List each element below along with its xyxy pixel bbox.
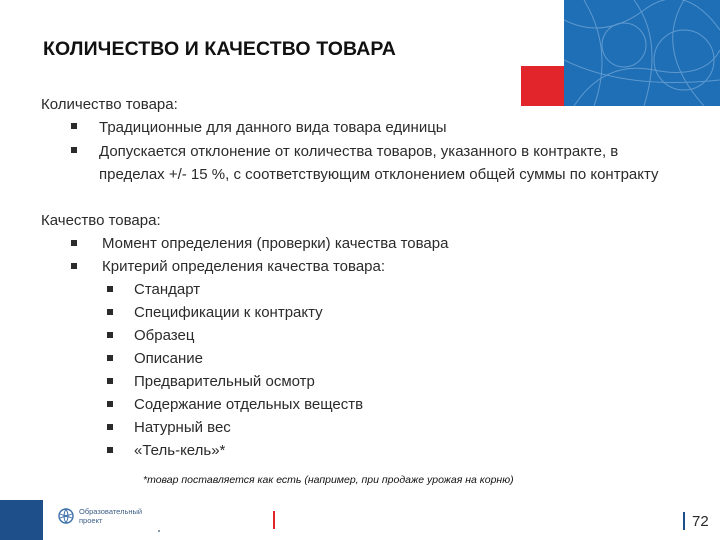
- quality-heading: Качество товара:: [41, 212, 161, 229]
- page-title: КОЛИЧЕСТВО И КАЧЕСТВО ТОВАРА: [43, 38, 396, 60]
- quantity-item-continuation: пределах +/- 15 %, с соответствующим отклонением общей суммы по контракту: [99, 166, 659, 183]
- quality-item: Критерий определения качества товара:: [102, 258, 386, 275]
- page-number: 72: [692, 513, 709, 530]
- bullet-icon: [71, 263, 77, 269]
- quantity-heading: Количество товара:: [41, 96, 178, 113]
- bullet-icon: [107, 401, 113, 407]
- criteria-item: Спецификации к контракту: [134, 304, 323, 321]
- quantity-item: Традиционные для данного вида товара единицы: [99, 119, 447, 136]
- bullet-icon: [71, 147, 77, 153]
- bullet-icon: [107, 424, 113, 430]
- footer-blue-block: [0, 500, 43, 540]
- logo-text: [79, 507, 142, 525]
- bullet-icon: [71, 123, 77, 129]
- footer-red-divider: [273, 511, 275, 529]
- footer-dot: [158, 530, 160, 532]
- criteria-item: «Тель-кель»*: [134, 442, 226, 459]
- quantity-item: Допускается отклонение от количества товаров, указанного в контракте, в: [99, 143, 619, 160]
- footnote: *товар поставляется как есть (например, при продаже урожая на корню): [143, 474, 514, 486]
- logo-line-2: проект: [79, 516, 103, 525]
- logo-line-1: Образовательный: [79, 507, 143, 516]
- quality-item: Момент определения (проверки) качества товара: [102, 235, 449, 252]
- footer-blue-divider: [683, 512, 685, 530]
- criteria-item: Образец: [134, 327, 195, 344]
- bullet-icon: [107, 286, 113, 292]
- globe-logo-icon: [58, 508, 74, 524]
- decorative-red-block: [521, 66, 564, 106]
- criteria-item: Натурный вес: [134, 419, 231, 436]
- criteria-item: Описание: [134, 350, 204, 367]
- bullet-icon: [107, 447, 113, 453]
- bullet-icon: [107, 309, 113, 315]
- bullet-icon: [107, 332, 113, 338]
- decorative-blue-block: [564, 0, 720, 106]
- criteria-item: Содержание отдельных веществ: [134, 396, 364, 413]
- bullet-icon: [107, 355, 113, 361]
- decorative-pattern-icon: [564, 0, 720, 106]
- criteria-item: Предварительный осмотр: [134, 373, 315, 390]
- bullet-icon: [71, 240, 77, 246]
- criteria-item: Стандарт: [134, 281, 201, 298]
- bullet-icon: [107, 378, 113, 384]
